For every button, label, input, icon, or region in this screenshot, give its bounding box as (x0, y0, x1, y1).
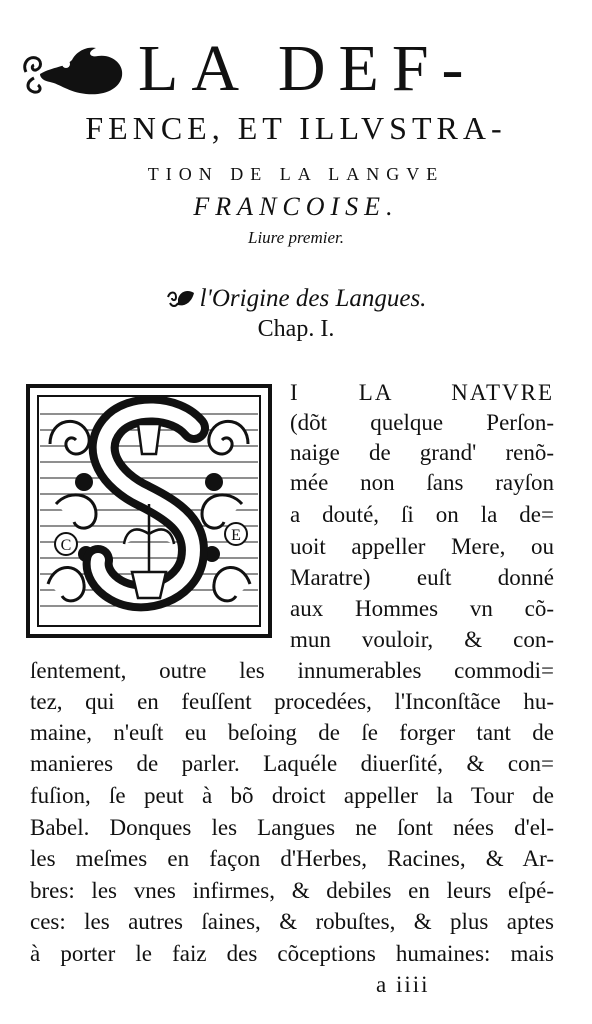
text-line: à porter le faiz des cõceptions humaines: mais (30, 941, 554, 966)
text-line: aux Hommes vn cõ- (290, 596, 554, 621)
decorated-initial-s (26, 384, 272, 638)
text-line: maine, n'euſt eu beſoing de ſe forger tant de (30, 720, 554, 745)
title-line-4: FRANCOISE. (193, 192, 399, 221)
text-line: naige de grand' renõ- (290, 440, 554, 465)
text-line: I LA NATVRE (290, 380, 554, 405)
chapter-title: l'Origine des Langues. (199, 285, 427, 312)
text-line: mun vouloir, & con- (290, 627, 554, 652)
text-line: Babel. Donques les Langues ne ſont nées d'el- (30, 815, 554, 840)
signature-mark: a iiii (376, 972, 430, 997)
text-line: ces: les autres ſaines, & robuſtes, & plus aptes (30, 909, 554, 934)
text-line: manieres de parler. Laquéle diuerſité, & con= (30, 751, 554, 776)
title-line-3: TION DE LA LANGVE (147, 164, 445, 184)
fleuron-ornament-icon (20, 38, 128, 98)
text-line: a douté, ſi on la de= (290, 502, 554, 527)
title-line-1: LA DEF- (138, 32, 477, 105)
text-line: mée non ſans rayſon (290, 470, 554, 495)
text-line: les meſmes en façon d'Herbes, Racines, & Ar- (30, 846, 554, 871)
text-line: tez, qui en feuſſent procedées, l'Inconſtãce hu- (30, 689, 554, 714)
text-line: uoit appeller Mere, ou (290, 534, 554, 559)
initial-corner-c: C (60, 537, 72, 554)
text-line: ſentement, outre les innumerables commodi= (30, 658, 554, 683)
text-line: (dõt quelque Perſon- (290, 410, 554, 435)
text-line: fuſion, ſe peut à bõ droict appeller la Tour de (30, 783, 554, 808)
text-line: Maratre) euſt donné (290, 565, 554, 590)
title-row (20, 32, 572, 104)
text-line: bres: les vnes infirmes, & debiles en leurs eſpé- (30, 878, 554, 903)
chapter-number: Chap. I. (257, 316, 335, 342)
chapter-heading (0, 284, 592, 314)
initial-corner-e: E (231, 527, 241, 544)
book-subtitle: Liure premier. (247, 228, 344, 247)
leaf-ornament-icon (166, 287, 196, 309)
title-line-2: FENCE, ET ILLVSTRA- (85, 110, 507, 146)
